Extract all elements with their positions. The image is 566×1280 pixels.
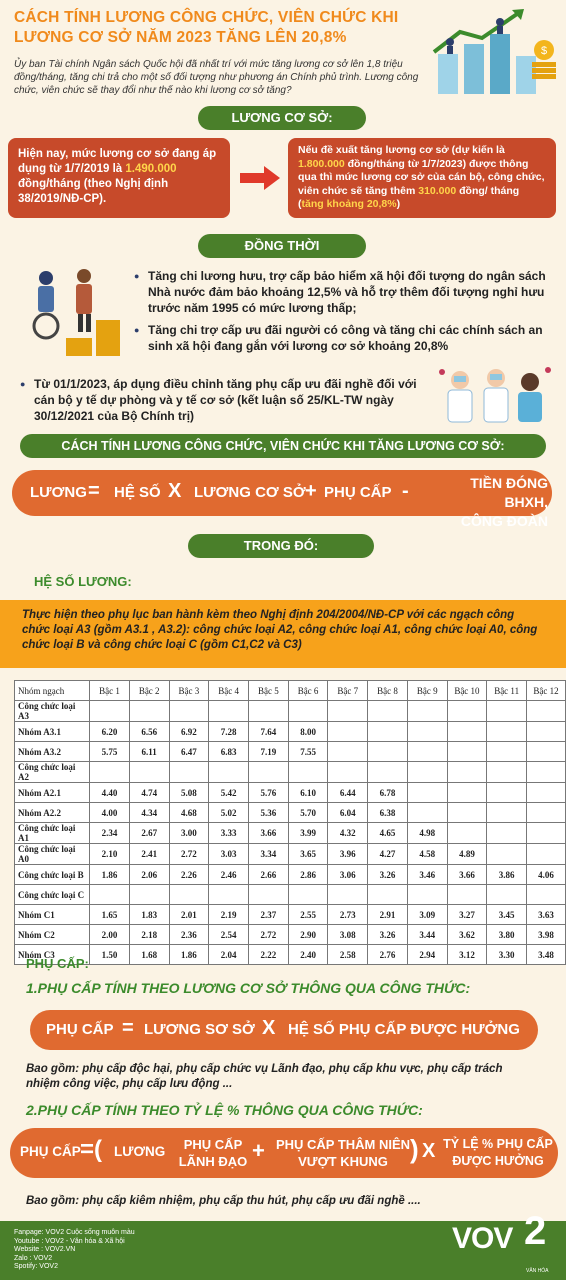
table-cell: 6.56 xyxy=(129,722,169,742)
table-cell: 2.18 xyxy=(129,925,169,945)
table-header-level: Bậc 1 xyxy=(90,681,130,701)
table-cell xyxy=(487,803,527,823)
table-cell xyxy=(407,762,447,783)
table-cell: 4.06 xyxy=(527,865,566,885)
table-cell xyxy=(248,885,288,905)
allowance-subheading-1: 1.PHỤ CẤP TÍNH THEO LƯƠNG CƠ SỞ THÔNG QUA CÔNG THỨC: xyxy=(26,980,471,996)
table-cell: 4.89 xyxy=(447,844,487,865)
table-cell: 2.41 xyxy=(129,844,169,865)
table-cell: 6.04 xyxy=(328,803,368,823)
table-cell: 2.40 xyxy=(288,945,328,965)
table-cell: 7.64 xyxy=(248,722,288,742)
table-cell xyxy=(527,783,566,803)
f2-leadership-1: PHỤ CẤP xyxy=(183,1137,243,1152)
table-cell: 2.72 xyxy=(248,925,288,945)
allowance-includes-1-text: Bao gồm: phụ cấp độc hại, phụ cấp chức vụ Lãnh đạo, phụ cấp khu vực, phụ cấp trách nhiệm công việc, phụ cấp lưu động ... xyxy=(26,1063,503,1090)
intro-text: Ủy ban Tài chính Ngân sách Quốc hội đã nhất trí với mức tăng lương cơ sở lên 1,8 triệu đồng/tháng, tăng chi trả cho một số đối tượng như phương án Chính phủ trình. Lương công chức, viên chức sẽ thay đổi như thế nào khi lương cơ sở tăng? xyxy=(14,59,419,96)
details-heading: TRONG ĐÓ: xyxy=(188,534,374,558)
coefficient-note-band xyxy=(0,600,566,668)
bullet-medical-staff: ● Từ 01/1/2023, áp dụng điều chỉnh tăng phụ cấp ưu đãi nghề đối với cán bộ y tế dự phòng và y tế cơ sở (kết luận số 25/KL-TW ngày 30/12/2021 của Bộ Chính trị) xyxy=(20,376,420,424)
table-cell: 2.90 xyxy=(288,925,328,945)
formula-deductions-line1: TIỀN ĐÓNG BHXH, xyxy=(470,475,548,510)
table-cell xyxy=(527,762,566,783)
coefficient-table xyxy=(14,680,566,965)
table-header-level: Bậc 9 xyxy=(407,681,447,701)
table-header-group: Nhóm ngạch xyxy=(15,681,90,701)
table-cell xyxy=(169,762,209,783)
table-cell xyxy=(328,762,368,783)
table-cell xyxy=(248,701,288,722)
proposal-text-2: đồng/tháng từ 1/7/2023) được thông qua thì mức lương cơ sở của cán bộ, công chức, viên chức sẽ tăng thêm xyxy=(298,157,545,197)
table-cell: 7.55 xyxy=(288,742,328,762)
table-cell xyxy=(90,701,130,722)
table-cell xyxy=(447,742,487,762)
table-row xyxy=(15,925,566,945)
table-cell xyxy=(487,722,527,742)
formula-deductions xyxy=(426,474,548,531)
table-cell xyxy=(288,762,328,783)
base-salary-heading: LƯƠNG CƠ SỞ: xyxy=(198,106,366,130)
table-cell xyxy=(487,742,527,762)
table-cell xyxy=(527,803,566,823)
right-arrow-icon xyxy=(238,164,282,192)
table-cell: 5.75 xyxy=(90,742,130,762)
page-title: CÁCH TÍNH LƯƠNG CÔNG CHỨC, VIÊN CHỨC KHI LƯƠNG CƠ SỞ NĂM 2023 TĂNG LÊN 20,8% xyxy=(14,9,399,46)
allowance-formula-1 xyxy=(30,1010,538,1050)
salary-formula xyxy=(12,470,552,529)
table-cell: 4.32 xyxy=(328,823,368,844)
table-header-level: Bậc 12 xyxy=(527,681,566,701)
table-header-level: Bậc 11 xyxy=(487,681,527,701)
footer-zalo[interactable]: Zalo : VOV2 xyxy=(14,1254,53,1262)
table-cell: 3.86 xyxy=(487,865,527,885)
logo-text: VOV xyxy=(452,1222,513,1255)
table-cell xyxy=(169,701,209,722)
f2-percentage-1: TỶ LỆ % PHỤ CẤP xyxy=(443,1137,553,1151)
table-cell: 2.66 xyxy=(248,865,288,885)
table-cell: 5.76 xyxy=(248,783,288,803)
table-cell: 3.46 xyxy=(407,865,447,885)
current-salary-amount: 1.490.000 xyxy=(125,163,177,175)
table-cell: 2.58 xyxy=(328,945,368,965)
simultaneously-heading: ĐỒNG THỜI xyxy=(198,234,366,258)
formula-minus: - xyxy=(402,480,409,502)
table-row xyxy=(15,823,566,844)
table-cell: 3.03 xyxy=(209,844,249,865)
table-cell: 2.36 xyxy=(169,925,209,945)
table-cell xyxy=(527,701,566,722)
table-cell xyxy=(368,722,408,742)
table-cell xyxy=(487,762,527,783)
table-cell: 5.02 xyxy=(209,803,249,823)
table-cell: 3.66 xyxy=(447,865,487,885)
current-base-salary-box xyxy=(8,138,230,218)
table-row xyxy=(15,945,566,965)
table-row-label: Nhóm C2 xyxy=(15,925,90,945)
allowance-includes-1 xyxy=(26,1062,526,1092)
table-cell: 3.34 xyxy=(248,844,288,865)
table-cell xyxy=(288,701,328,722)
table-row xyxy=(15,742,566,762)
table-cell: 6.78 xyxy=(368,783,408,803)
table-cell xyxy=(90,762,130,783)
table-cell: 7.19 xyxy=(248,742,288,762)
table-row-label: Nhóm C1 xyxy=(15,905,90,925)
table-cell: 1.86 xyxy=(90,865,130,885)
bullet-pension: ● Tăng chi lương hưu, trợ cấp bảo hiểm xã hội đối tượng do ngân sách Nhà nước đảm bảo khoảng 12,5% và hỗ trợ thêm đối tượng nghỉ hưu trước năm 1995 có mức lương thấp; xyxy=(134,268,554,316)
f2-salary: LƯƠNG xyxy=(114,1144,166,1159)
table-cell xyxy=(129,701,169,722)
table-row xyxy=(15,722,566,742)
table-cell xyxy=(487,783,527,803)
table-cell: 2.04 xyxy=(209,945,249,965)
allowance-heading: PHỤ CẤP: xyxy=(26,956,89,971)
table-cell: 4.00 xyxy=(90,803,130,823)
table-row-label: Công chức loại A0 xyxy=(15,844,90,865)
table-cell: 1.86 xyxy=(169,945,209,965)
formula-coefficient: HỆ SỐ xyxy=(114,484,161,501)
f2-seniority-2: VƯỢT KHUNG xyxy=(298,1154,388,1169)
allowance-subheading-2: 2.PHỤ CẤP TÍNH THEO TỶ LỆ % THÔNG QUA CÔNG THỨC: xyxy=(26,1102,423,1118)
table-row-label: Công chức loại C xyxy=(15,885,90,905)
formula-multiply: X xyxy=(168,480,182,502)
table-row-label: Công chức loại B xyxy=(15,865,90,885)
table-cell: 2.73 xyxy=(328,905,368,925)
table-cell: 2.37 xyxy=(248,905,288,925)
table-row-label: Công chức loại A2 xyxy=(15,762,90,783)
f2-equals-open: =( xyxy=(80,1136,103,1163)
formula-deductions-line2: CÔNG ĐOÀN xyxy=(460,513,548,529)
table-cell xyxy=(90,885,130,905)
table-cell xyxy=(407,885,447,905)
table-cell: 6.20 xyxy=(90,722,130,742)
f2-percentage xyxy=(442,1136,554,1170)
coefficient-table-wrap xyxy=(14,680,566,965)
table-cell: 2.94 xyxy=(407,945,447,965)
current-salary-text-1: Hiện nay, mức lương cơ sở đang áp dụng từ 1/7/2019 là xyxy=(18,148,217,175)
table-cell xyxy=(487,823,527,844)
table-cell: 3.66 xyxy=(248,823,288,844)
f2-multiply: X xyxy=(422,1140,436,1162)
table-header-level: Bậc 4 xyxy=(209,681,249,701)
table-cell xyxy=(527,885,566,905)
table-cell: 2.34 xyxy=(90,823,130,844)
table-cell: 2.01 xyxy=(169,905,209,925)
table-row xyxy=(15,844,566,865)
table-cell: 6.11 xyxy=(129,742,169,762)
table-cell xyxy=(447,783,487,803)
table-cell: 5.70 xyxy=(288,803,328,823)
table-cell xyxy=(129,762,169,783)
table-cell xyxy=(407,701,447,722)
formula-salary: LƯƠNG xyxy=(30,484,87,501)
table-cell xyxy=(209,701,249,722)
table-cell xyxy=(447,823,487,844)
f1-base-salary: LƯƠNG SƠ SỞ xyxy=(144,1021,255,1038)
table-cell xyxy=(328,885,368,905)
table-cell: 3.63 xyxy=(527,905,566,925)
table-cell xyxy=(447,722,487,742)
table-cell: 2.91 xyxy=(368,905,408,925)
medical-allowance-bullets xyxy=(20,376,420,430)
table-cell: 3.45 xyxy=(487,905,527,925)
table-cell: 3.06 xyxy=(328,865,368,885)
salary-growth-illustration xyxy=(420,4,560,96)
table-cell: 4.74 xyxy=(129,783,169,803)
table-cell xyxy=(368,885,408,905)
table-cell: 3.12 xyxy=(447,945,487,965)
table-cell: 8.00 xyxy=(288,722,328,742)
table-cell: 3.44 xyxy=(407,925,447,945)
f2-seniority-1: PHỤ CẤP THÂM NIÊN xyxy=(275,1137,411,1152)
table-row xyxy=(15,701,566,722)
table-row-label: Nhóm A3.1 xyxy=(15,722,90,742)
table-header-level: Bậc 6 xyxy=(288,681,328,701)
table-cell xyxy=(328,722,368,742)
coefficient-heading: HỆ SỐ LƯƠNG: xyxy=(34,574,132,589)
table-cell: 6.44 xyxy=(328,783,368,803)
table-cell: 2.72 xyxy=(169,844,209,865)
f2-leadership xyxy=(178,1136,248,1170)
footer-youtube[interactable]: Youtube : VOV2 - Văn hóa & Xã hội xyxy=(14,1237,125,1245)
table-cell: 7.28 xyxy=(209,722,249,742)
table-cell xyxy=(368,742,408,762)
table-cell: 3.96 xyxy=(328,844,368,865)
table-cell xyxy=(447,762,487,783)
medical-staff-illustration xyxy=(430,362,556,426)
table-header-level: Bậc 7 xyxy=(328,681,368,701)
table-cell xyxy=(248,762,288,783)
table-cell: 4.27 xyxy=(368,844,408,865)
formula-equals: = xyxy=(88,480,100,502)
table-cell: 1.50 xyxy=(90,945,130,965)
f2-leadership-2: LÃNH ĐẠO xyxy=(178,1154,248,1169)
current-salary-text-2: đồng/tháng (theo Nghị định 38/2019/NĐ-CP). xyxy=(18,178,169,205)
table-cell: 3.98 xyxy=(527,925,566,945)
table-header-level: Bậc 8 xyxy=(368,681,408,701)
table-cell: 3.33 xyxy=(209,823,249,844)
table-cell xyxy=(169,885,209,905)
table-cell: 3.09 xyxy=(407,905,447,925)
formula-heading: CÁCH TÍNH LƯƠNG CÔNG CHỨC, VIÊN CHỨC KHI TĂNG LƯƠNG CƠ SỞ: xyxy=(20,434,546,458)
table-cell xyxy=(487,701,527,722)
f1-coefficient: HỆ SỐ PHỤ CẤP ĐƯỢC HƯỞNG xyxy=(288,1021,520,1038)
footer-contacts xyxy=(14,1229,135,1272)
table-cell: 2.55 xyxy=(288,905,328,925)
table-cell: 4.65 xyxy=(368,823,408,844)
table-cell: 3.80 xyxy=(487,925,527,945)
footer-website[interactable]: Website : VOV2.VN xyxy=(14,1246,76,1253)
f2-percentage-2: ĐƯỢC HƯỞNG xyxy=(452,1154,544,1168)
table-header-level: Bậc 2 xyxy=(129,681,169,701)
pensioners-illustration xyxy=(22,264,126,360)
svg-text:$: $ xyxy=(540,45,548,57)
table-cell xyxy=(447,701,487,722)
table-cell xyxy=(407,803,447,823)
table-cell: 4.34 xyxy=(129,803,169,823)
table-cell xyxy=(328,701,368,722)
table-cell xyxy=(407,722,447,742)
table-cell: 1.68 xyxy=(129,945,169,965)
table-cell xyxy=(487,844,527,865)
table-cell: 3.65 xyxy=(288,844,328,865)
table-cell: 4.98 xyxy=(407,823,447,844)
table-cell: 1.65 xyxy=(90,905,130,925)
table-cell: 2.00 xyxy=(90,925,130,945)
table-cell: 6.83 xyxy=(209,742,249,762)
table-row-label: Công chức loại A3 xyxy=(15,701,90,722)
table-cell: 5.42 xyxy=(209,783,249,803)
table-cell: 6.10 xyxy=(288,783,328,803)
coefficient-note: Thực hiện theo phụ lục ban hành kèm theo Nghị định 204/2004/NĐ-CP với các ngạch công chức loại A3 (gồm A3.1 , A3.2): công chức loại A2, công chức loại A1, công chức loại A0, công chức loại B và công chức loại C (gồm C1,C2 và C3) xyxy=(22,609,538,651)
table-cell xyxy=(407,742,447,762)
table-cell: 4.40 xyxy=(90,783,130,803)
table-cell: 3.30 xyxy=(487,945,527,965)
table-cell xyxy=(368,762,408,783)
table-row xyxy=(15,783,566,803)
table-cell: 5.36 xyxy=(248,803,288,823)
table-cell: 2.26 xyxy=(169,865,209,885)
table-cell xyxy=(209,762,249,783)
f2-plus: + xyxy=(252,1138,265,1163)
table-cell: 3.26 xyxy=(368,925,408,945)
table-cell: 4.68 xyxy=(169,803,209,823)
table-row-label: Nhóm C3 xyxy=(15,945,90,965)
table-cell: 2.76 xyxy=(368,945,408,965)
table-cell: 3.99 xyxy=(288,823,328,844)
table-cell: 2.06 xyxy=(129,865,169,885)
f2-allowance: PHỤ CẤP xyxy=(20,1144,81,1159)
table-cell: 3.27 xyxy=(447,905,487,925)
table-cell: 2.54 xyxy=(209,925,249,945)
f1-allowance: PHỤ CẤP xyxy=(46,1021,114,1038)
table-cell xyxy=(447,803,487,823)
f2-seniority xyxy=(270,1136,416,1170)
table-cell xyxy=(527,722,566,742)
table-cell: 2.46 xyxy=(209,865,249,885)
table-cell xyxy=(368,701,408,722)
allowance-includes-2: Bao gồm: phụ cấp kiêm nhiệm, phụ cấp thu hút, phụ cấp ưu đãi nghề .... xyxy=(26,1195,421,1207)
footer xyxy=(0,1209,566,1280)
table-header-level: Bậc 10 xyxy=(447,681,487,701)
table-cell xyxy=(527,844,566,865)
table-cell: 1.83 xyxy=(129,905,169,925)
proposal-percent: tăng khoảng 20,8% xyxy=(301,198,397,210)
table-header-level: Bậc 3 xyxy=(169,681,209,701)
table-cell: 3.48 xyxy=(527,945,566,965)
table-cell: 6.92 xyxy=(169,722,209,742)
table-header-row xyxy=(15,681,566,701)
table-cell: 3.26 xyxy=(368,865,408,885)
logo-number: 2 xyxy=(524,1209,547,1253)
simultaneous-bullets xyxy=(134,268,554,360)
table-row-label: Nhóm A2.2 xyxy=(15,803,90,823)
table-cell: 3.08 xyxy=(328,925,368,945)
table-cell: 3.00 xyxy=(169,823,209,844)
f1-multiply: X xyxy=(262,1017,276,1039)
table-cell: 3.62 xyxy=(447,925,487,945)
footer-fanpage[interactable]: Fanpage: VOV2 Cuộc sống muôn màu xyxy=(14,1229,135,1236)
table-cell xyxy=(209,885,249,905)
proposal-close: ) xyxy=(396,198,401,210)
table-cell: 5.08 xyxy=(169,783,209,803)
table-cell xyxy=(447,885,487,905)
table-cell xyxy=(328,742,368,762)
table-row xyxy=(15,803,566,823)
formula-base-salary: LƯƠNG CƠ SỞ xyxy=(194,484,306,501)
table-cell xyxy=(129,885,169,905)
proposal-increase: 310.000 xyxy=(418,184,457,197)
formula-allowance: PHỤ CẤP xyxy=(324,484,392,501)
bullet-social-welfare: ● Tăng chi trợ cấp ưu đãi người có công và tăng chi các chính sách an sinh xã hội đang gắn với lương cơ sở khoảng 20,8% xyxy=(134,322,554,354)
table-row-label: Công chức loại A1 xyxy=(15,823,90,844)
table-header-level: Bậc 5 xyxy=(248,681,288,701)
logo-subtitle: VĂN HÓA xyxy=(526,1268,549,1274)
table-row xyxy=(15,885,566,905)
formula-plus: + xyxy=(305,480,317,502)
proposed-base-salary-box xyxy=(288,138,556,218)
f2-close-paren: ) xyxy=(410,1134,419,1164)
proposal-text-1: Nếu đề xuất tăng lương cơ sở (dự kiến là xyxy=(298,144,505,156)
table-cell xyxy=(527,823,566,844)
table-row xyxy=(15,905,566,925)
table-cell xyxy=(288,885,328,905)
proposal-amount: 1.800.000 xyxy=(298,157,345,170)
table-cell: 6.38 xyxy=(368,803,408,823)
allowance-formula-2 xyxy=(10,1128,558,1178)
table-cell xyxy=(527,742,566,762)
table-cell: 2.22 xyxy=(248,945,288,965)
proposal-unit: đồng/ tháng ( xyxy=(298,184,520,210)
footer-spotify[interactable]: Spotify: VOV2 xyxy=(14,1263,58,1270)
table-cell: 2.86 xyxy=(288,865,328,885)
f1-equals: = xyxy=(122,1017,134,1039)
vov2-logo xyxy=(452,1209,560,1277)
table-cell: 4.58 xyxy=(407,844,447,865)
table-row-label: Nhóm A3.2 xyxy=(15,742,90,762)
table-cell xyxy=(407,783,447,803)
table-row xyxy=(15,762,566,783)
table-cell: 2.10 xyxy=(90,844,130,865)
table-cell: 6.47 xyxy=(169,742,209,762)
table-row-label: Nhóm A2.1 xyxy=(15,783,90,803)
table-cell: 2.67 xyxy=(129,823,169,844)
table-cell xyxy=(487,885,527,905)
table-cell: 2.19 xyxy=(209,905,249,925)
table-row xyxy=(15,865,566,885)
